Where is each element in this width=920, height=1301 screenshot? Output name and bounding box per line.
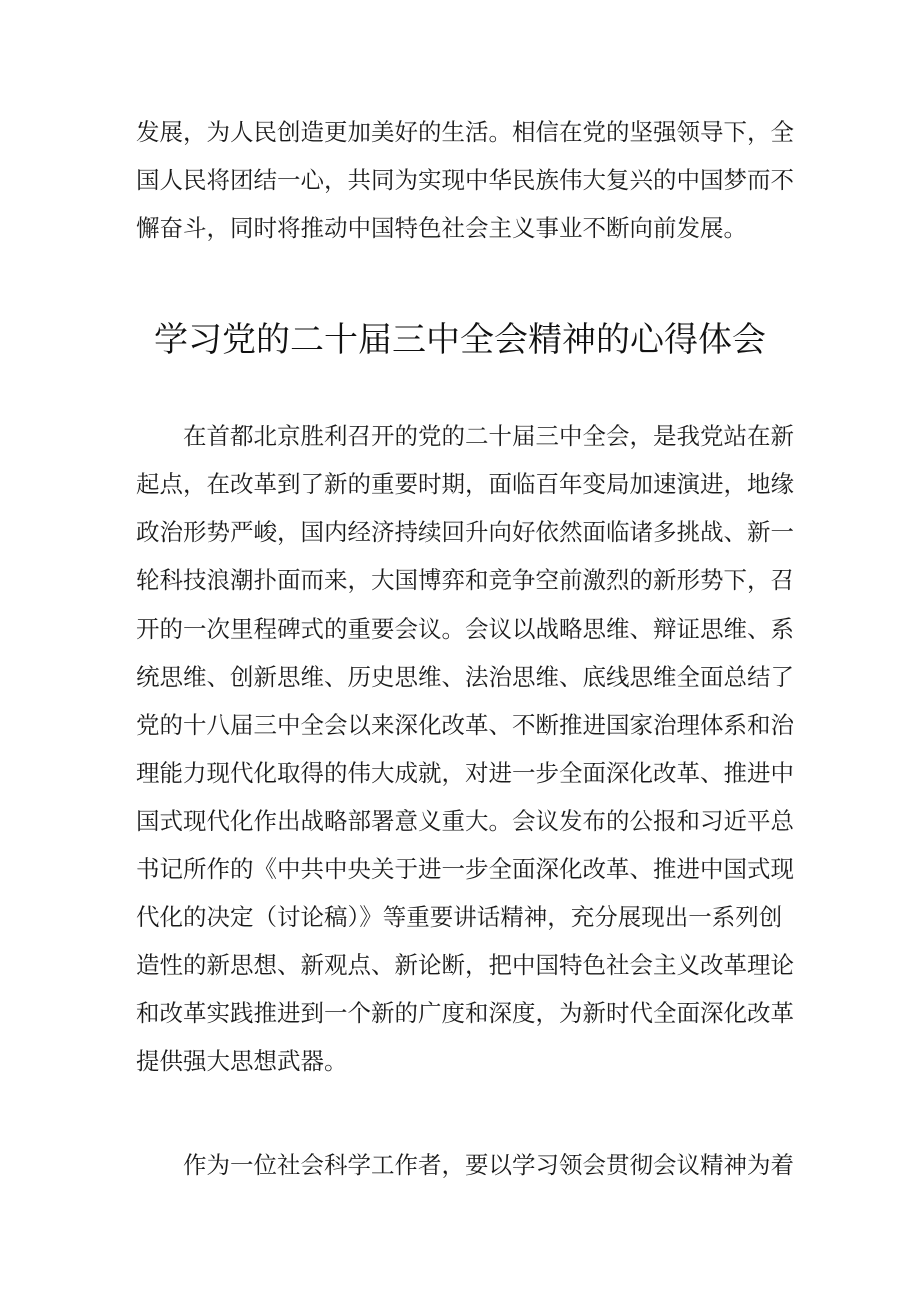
p1-line-9: 国式现代化作出战略部署意义重大。会议发布的公报和习近平总 xyxy=(136,807,794,835)
p1-line-2: 起点，在改革到了新的重要时期，面临百年变局加速演进，地缘 xyxy=(136,470,794,498)
p1-line-12: 造性的新思想、新观点、新论断，把中国特色社会主义改革理论 xyxy=(136,951,794,979)
p1-line-7: 党的十八届三中全会以来深化改革、不断推进国家治理体系和治 xyxy=(136,711,794,739)
p1-line-10: 书记所作的《中共中央关于进一步全面深化改革、推进中国式现 xyxy=(136,855,794,883)
p1-line-14: 提供强大思想武器。 xyxy=(136,1047,348,1075)
intro-line-1: 发展，为人民创造更加美好的生活。相信在党的坚强领导下，全 xyxy=(136,118,794,146)
p1-line-1: 在首都北京胜利召开的党的二十届三中全会，是我党站在新 xyxy=(183,422,794,450)
p2-line-1: 作为一位社会科学工作者，要以学习领会贯彻会议精神为着 xyxy=(183,1151,794,1179)
document-title: 学习党的二十届三中全会精神的心得体会 xyxy=(154,320,766,360)
intro-line-2: 国人民将团结一心，共同为实现中华民族伟大复兴的中国梦而不 xyxy=(136,166,794,194)
intro-line-3: 懈奋斗，同时将推动中国特色社会主义事业不断向前发展。 xyxy=(136,214,747,242)
p1-line-8: 理能力现代化取得的伟大成就，对进一步全面深化改革、推进中 xyxy=(136,759,794,787)
p1-line-5: 开的一次里程碑式的重要会议。会议以战略思维、辩证思维、系 xyxy=(136,615,794,643)
p1-line-3: 政治形势严峻，国内经济持续回升向好依然面临诸多挑战、新一 xyxy=(136,518,794,546)
p1-line-11: 代化的决定（讨论稿）》等重要讲话精神，充分展现出一系列创 xyxy=(136,903,783,931)
p1-line-4: 轮科技浪潮扑面而来，大国博弈和竞争空前激烈的新形势下，召 xyxy=(136,566,794,594)
p1-line-13: 和改革实践推进到一个新的广度和深度，为新时代全面深化改革 xyxy=(136,999,794,1027)
p1-line-6: 统思维、创新思维、历史思维、法治思维、底线思维全面总结了 xyxy=(136,663,794,691)
